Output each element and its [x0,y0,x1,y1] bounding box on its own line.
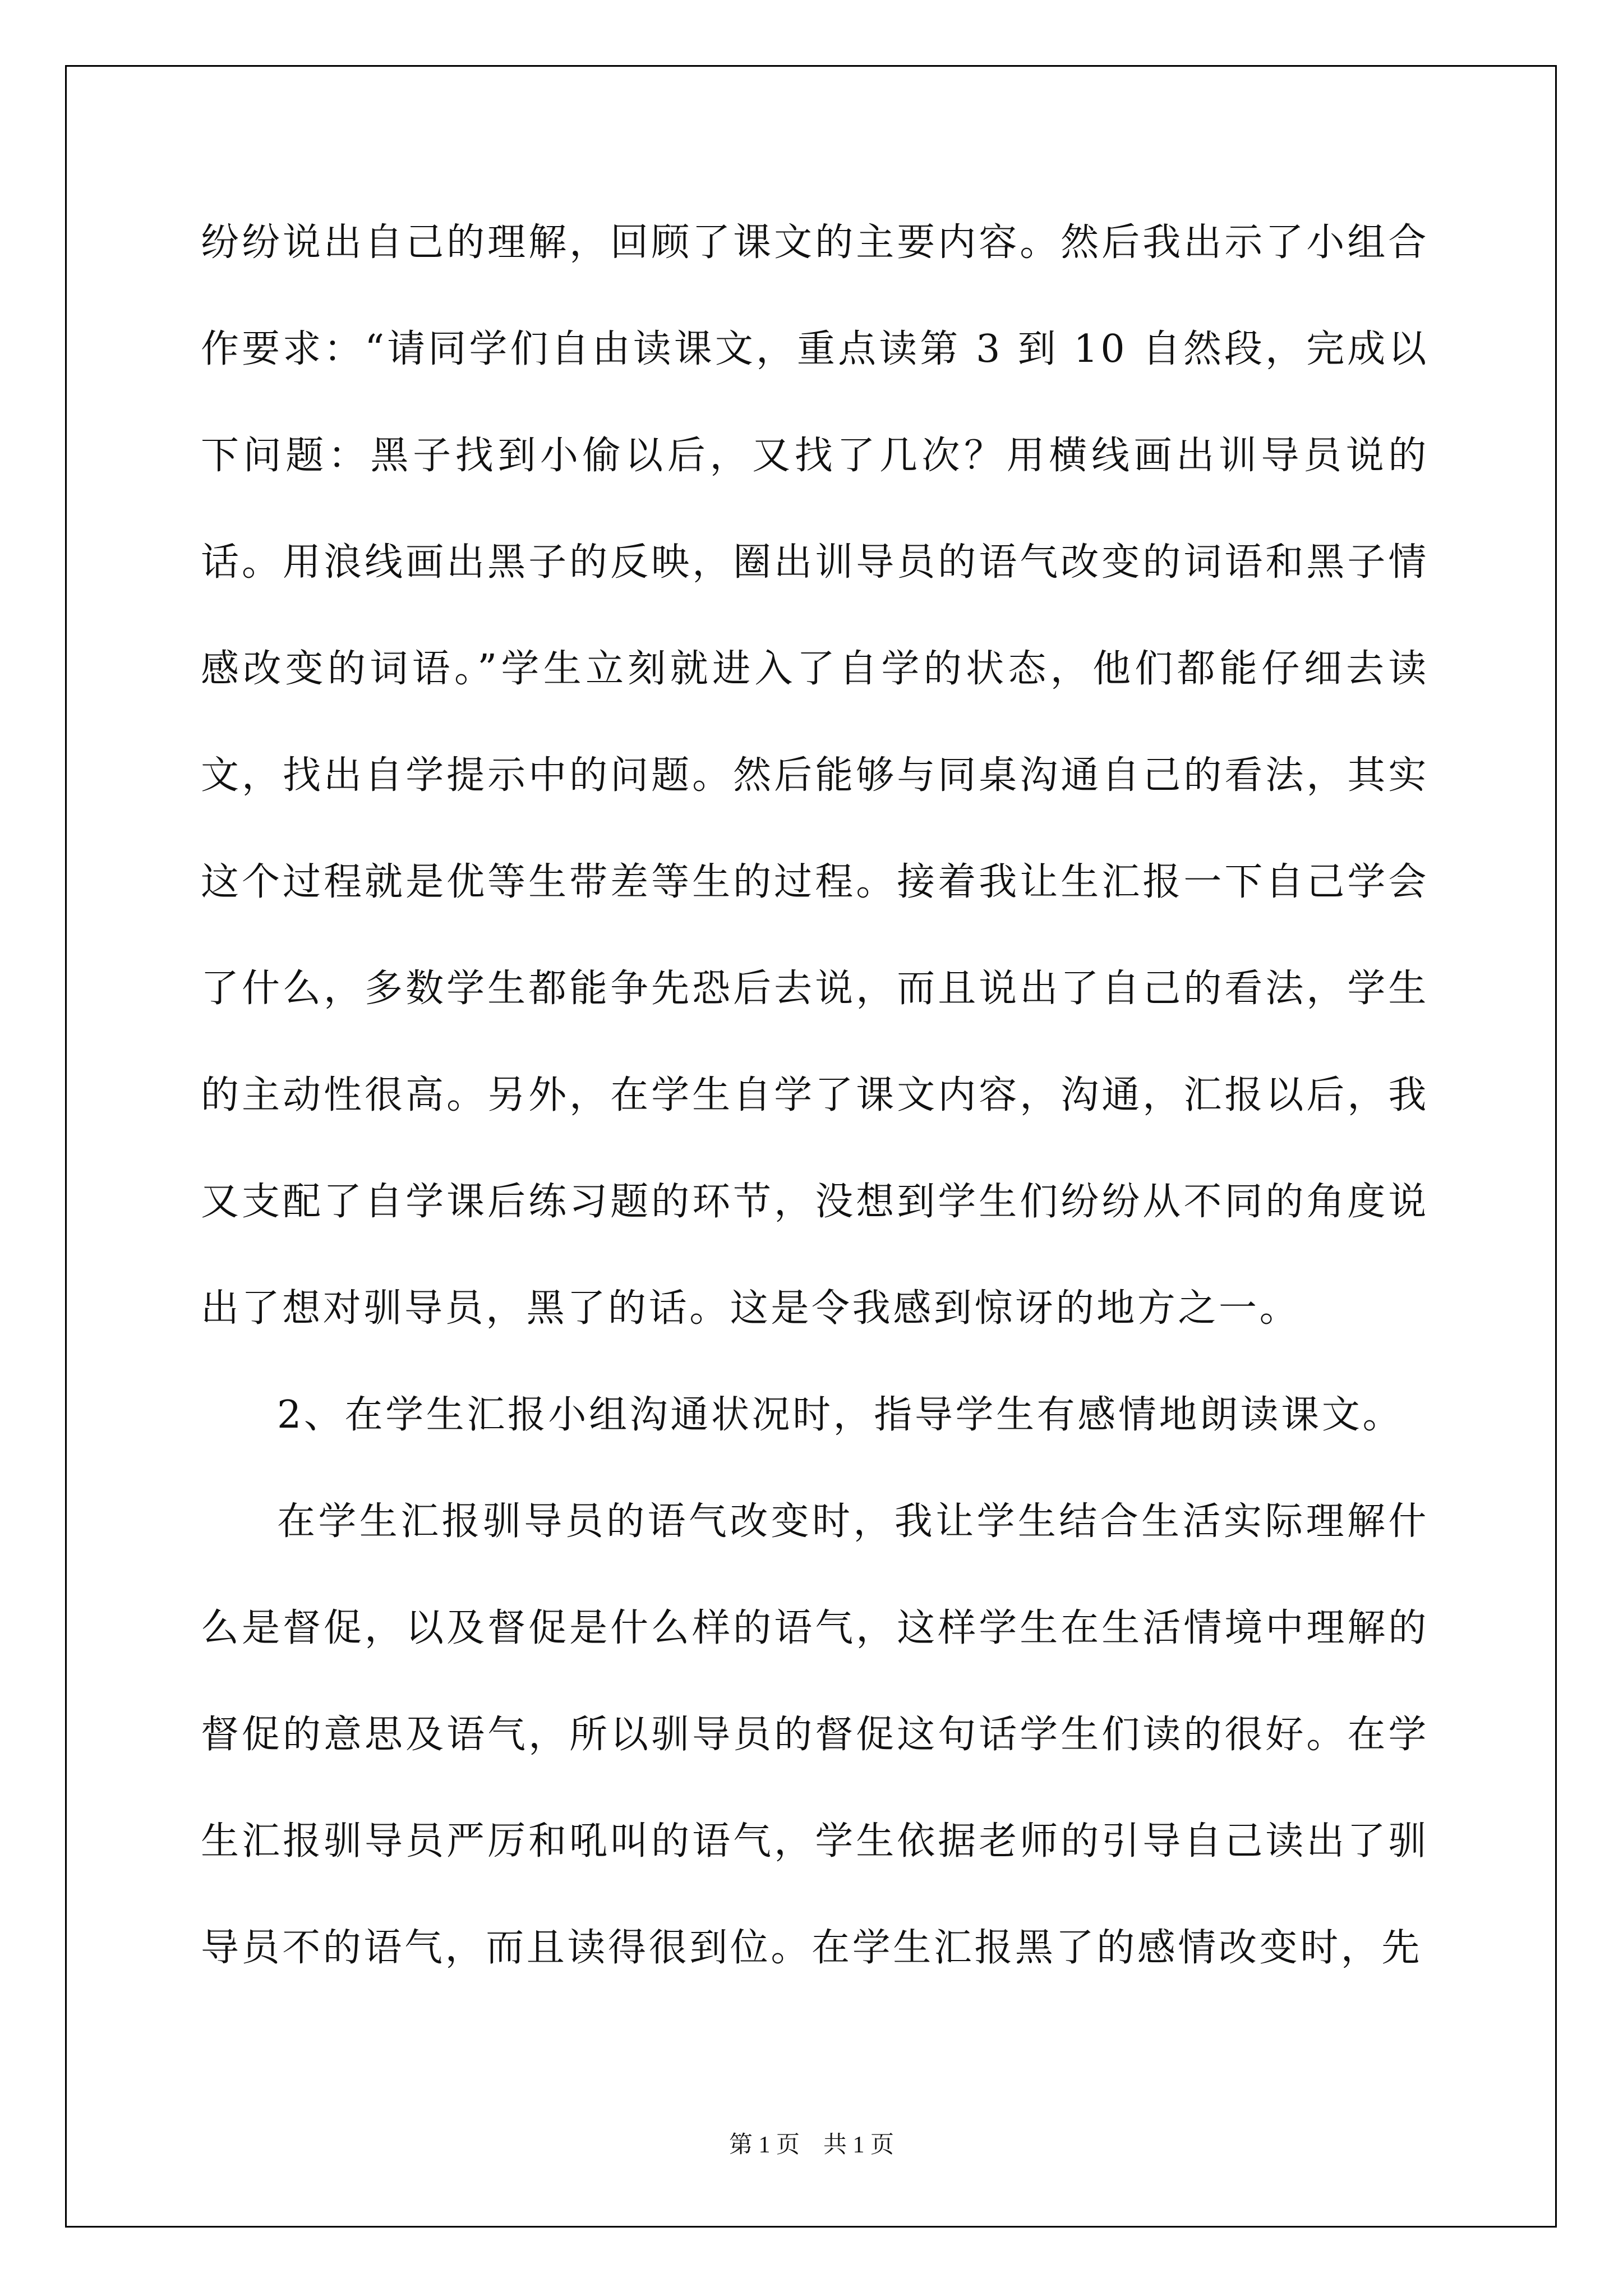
paragraph-1: 纷纷说出自己的理解，回顾了课文的主要内容。然后我出示了小组合作要求：“请同学们自由读课文，重点读第 3 到 10 自然段，完成以下问题：黑子找到小偷以后，又找了几次？用横线画出训导员说的话。用浪线画出黑子的反映，圈出训导员的语气改变的词语和黑子情感改变的词语。”学生立刻就进入了自学的状态，他们都能仔细去读文，找出自学提示中的问题。然后能够与同桌沟通自己的看法，其实这个过程就是优等生带差等生的过程。接着我让生汇报一下自己学会了什么，多数学生都能争先恐后去说，而且说出了自己的看法，学生的主动性很高。另外，在学生自学了课文内容，沟通，汇报以后，我又支配了自学课后练习题的环节，没想到学生们纷纷从不同的角度说出了想对驯导员，黑了的话。这是令我感到惊讶的地方之一。 [201,220,1429,1331]
document-body [201,190,1429,2001]
paragraph-3: 在学生汇报驯导员的语气改变时，我让学生结合生活实际理解什么是督促，以及督促是什么样的语气，这样学生在生活情境中理解的督促的意思及语气，所以驯导员的督促这句话学生们读的很好。在学生汇报驯导员严厉和吼叫的语气，学生依据老师的引导自己读出了驯导员不的语气，而且读得很到位。在学生汇报黑了的感情改变时，先 [201,1499,1429,1970]
paragraph-2: 2、在学生汇报小组沟通状况时，指导学生有感情地朗读课文。 [277,1393,1404,1437]
page-footer: 第 1 页 共 1 页 [728,2132,894,2158]
